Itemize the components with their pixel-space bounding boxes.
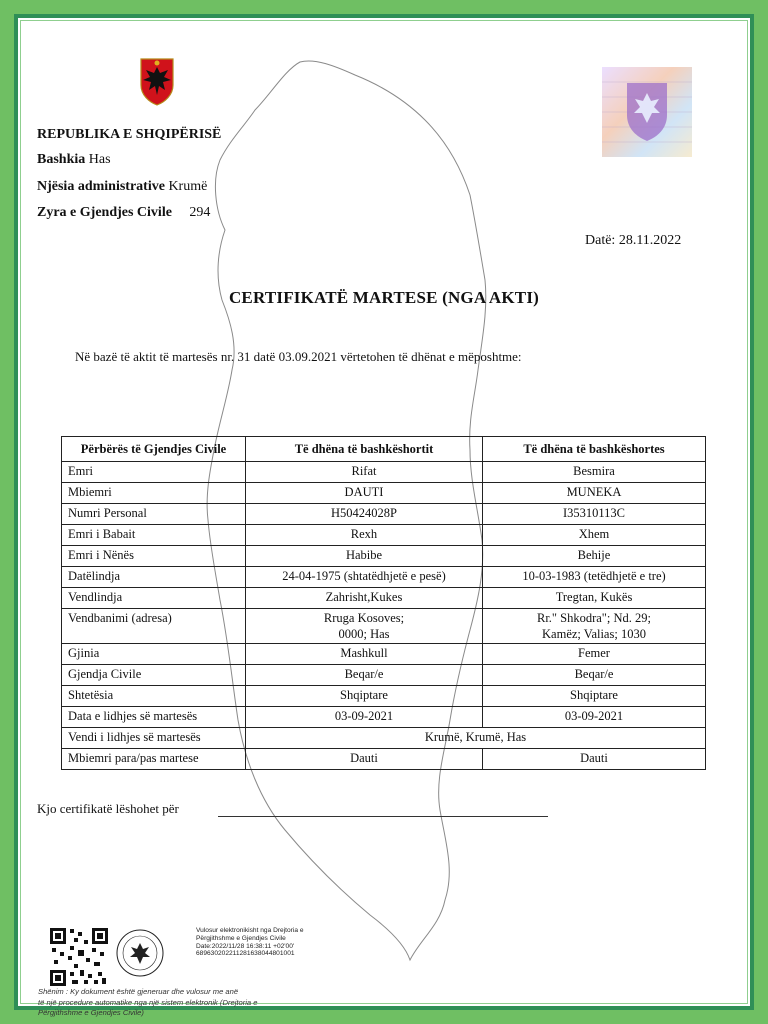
husband-address — [246, 609, 483, 644]
esign-line: 689630202211281638044801001 — [196, 950, 295, 958]
electronic-seal-text — [196, 927, 304, 958]
row-label: Emri i Babait — [62, 525, 246, 546]
table-row — [62, 546, 706, 567]
column-header: Përbërës të Gjendjes Civile — [62, 437, 246, 462]
husband-value: DAUTI — [246, 483, 483, 504]
table-row — [62, 749, 706, 770]
table-row — [62, 609, 706, 644]
note-line: Shënim : Ky dokument është gjeneruar dhe vulosur me anë — [38, 987, 239, 996]
husband-value: Rexh — [246, 525, 483, 546]
husband-value: Zahrisht,Kukes — [246, 588, 483, 609]
husband-value: 03-09-2021 — [246, 707, 483, 728]
note-line: të një procedure automatike nga një sistem elektronik (Drejtoria e — [38, 997, 258, 1007]
table-header-row — [62, 437, 706, 462]
municipality-line: Bashkia Has — [37, 152, 111, 167]
husband-value: Habibe — [246, 546, 483, 567]
husband-value: Rifat — [246, 462, 483, 483]
row-label: Shtetësia — [62, 686, 246, 707]
row-label: Datëlindja — [62, 567, 246, 588]
table-row — [62, 504, 706, 525]
hologram-seal-icon — [602, 67, 692, 157]
table-row — [62, 525, 706, 546]
husband-value: 24-04-1975 (shtatëdhjetë e pesë) — [246, 567, 483, 588]
issued-for-blank-line — [218, 816, 548, 817]
wife-value: 03-09-2021 — [483, 707, 706, 728]
husband-value: Mashkull — [246, 644, 483, 665]
albania-emblem-icon — [138, 55, 176, 107]
table-row — [62, 665, 706, 686]
issue-date: Datë: 28.11.2022 — [585, 233, 682, 248]
row-label: Mbiemri — [62, 483, 246, 504]
row-label: Vendlindja — [62, 588, 246, 609]
row-label: Gjendja Civile — [62, 665, 246, 686]
marriage-data-table — [61, 436, 706, 770]
wife-value: Besmira — [483, 462, 706, 483]
admin-unit-line: Njësia administrative Krumë — [37, 179, 208, 194]
republic-heading: REPUBLIKA E SHQIPËRISË — [37, 127, 222, 142]
note-line: Përgjithshme e Gjendjes Civile) — [38, 1008, 144, 1017]
wife-value: 10-03-1983 (tetëdhjetë e tre) — [483, 567, 706, 588]
civil-office-line: Zyra e Gjendjes Civile 294 — [37, 205, 211, 220]
wife-value: Femer — [483, 644, 706, 665]
row-label: Emri i Nënës — [62, 546, 246, 567]
wife-value: I35310113C — [483, 504, 706, 525]
official-stamp-icon — [115, 928, 165, 978]
table-row — [62, 588, 706, 609]
row-label: Vendbanimi (adresa) — [62, 609, 246, 644]
document-title: CERTIFIKATË MARTESE (NGA AKTI) — [228, 288, 540, 307]
row-label: Gjinia — [62, 644, 246, 665]
husband-value: Shqiptare — [246, 686, 483, 707]
esign-line: Date:2022/11/28 16:38:11 +02'00' — [196, 942, 295, 950]
wife-value: Beqar/e — [483, 665, 706, 686]
column-header: Të dhëna të bashkëshortes — [483, 437, 706, 462]
wife-value: Dauti — [483, 749, 706, 770]
row-label: Numri Personal — [62, 504, 246, 525]
column-header: Të dhëna të bashkëshortit — [246, 437, 483, 462]
husband-value: H50424028P — [246, 504, 483, 525]
footer-note — [38, 987, 358, 1019]
husband-value: Dauti — [246, 749, 483, 770]
row-label: Vendi i lidhjes së martesës — [62, 728, 246, 749]
marriage-place-value: Krumë, Krumë, Has — [246, 728, 706, 749]
husband-value: Beqar/e — [246, 665, 483, 686]
table-row — [62, 707, 706, 728]
intro-text: Në bazë të aktit të martesës nr. 31 datë 03.09.2021 vërtetohen të dhënat e mëposhtme: — [75, 349, 522, 364]
row-label: Emri — [62, 462, 246, 483]
table-row — [62, 728, 706, 749]
table-row — [62, 686, 706, 707]
wife-address — [483, 609, 706, 644]
table-row — [62, 462, 706, 483]
table-row — [62, 567, 706, 588]
table-row — [62, 483, 706, 504]
address-line: Kamëz; Valias; 1030 — [542, 627, 646, 641]
table-row — [62, 644, 706, 665]
wife-value: Tregtan, Kukës — [483, 588, 706, 609]
esign-line: Përgjithshme e Gjendjes Civile — [196, 934, 286, 942]
wife-value: Behije — [483, 546, 706, 567]
wife-value: Xhem — [483, 525, 706, 546]
wife-value: MUNEKA — [483, 483, 706, 504]
wife-value: Shqiptare — [483, 686, 706, 707]
address-line: Rruga Kosoves; — [323, 611, 405, 625]
esign-line: Vulosur elektronikisht nga Drejtoria e — [196, 927, 304, 934]
row-label: Mbiemri para/pas martese — [62, 749, 246, 770]
address-line: 0000; Has — [338, 627, 390, 641]
issued-for-label: Kjo certifikatë lëshohet për — [37, 801, 179, 816]
address-line: Rr." Shkodra"; Nd. 29; — [536, 611, 652, 625]
row-label: Data e lidhjes së martesës — [62, 707, 246, 728]
qr-code-icon — [48, 926, 110, 988]
